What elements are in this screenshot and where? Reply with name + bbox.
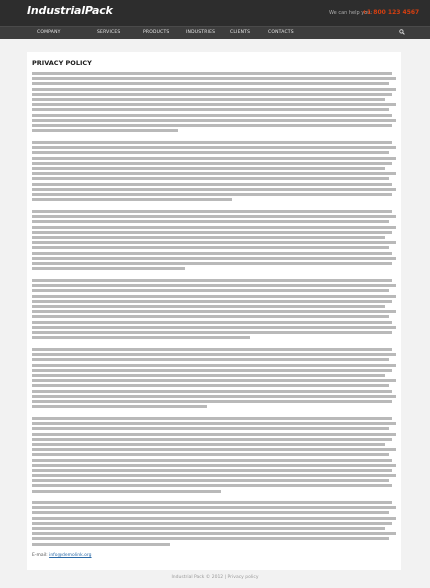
nav-item-company[interactable]: COMPANY xyxy=(37,30,61,35)
nav-item-products[interactable]: PRODUCTS xyxy=(143,30,170,35)
text-paragraph xyxy=(32,348,396,410)
nav-item-industries[interactable]: INDUSTRIES xyxy=(186,30,216,35)
page-title: PRIVACY POLICY xyxy=(32,59,92,67)
text-paragraph xyxy=(32,72,396,134)
footer-text: Industrial Pack © 2012 | Privacy policy xyxy=(171,575,259,580)
site-header xyxy=(0,0,430,26)
main-nav xyxy=(0,26,430,39)
text-paragraph xyxy=(32,141,396,203)
phone-number: +1 800 123 4567 xyxy=(362,9,420,16)
main-content xyxy=(27,52,401,570)
search-icon[interactable] xyxy=(399,29,405,35)
nav-item-services[interactable]: SERVICES xyxy=(97,30,121,35)
email-row xyxy=(32,553,92,558)
nav-item-clients[interactable]: CLIENTS xyxy=(230,30,251,35)
text-paragraph xyxy=(32,210,396,272)
email-link[interactable]: info@demolink.org xyxy=(49,553,92,558)
text-paragraph xyxy=(32,501,396,548)
text-paragraph xyxy=(32,279,396,341)
email-label: E-mail: xyxy=(32,553,48,558)
nav-item-contacts[interactable]: CONTACTS xyxy=(268,30,294,35)
help-text: We can help you: xyxy=(329,10,373,16)
site-logo[interactable]: IndustrialPack xyxy=(27,4,113,17)
text-paragraph xyxy=(32,417,396,495)
